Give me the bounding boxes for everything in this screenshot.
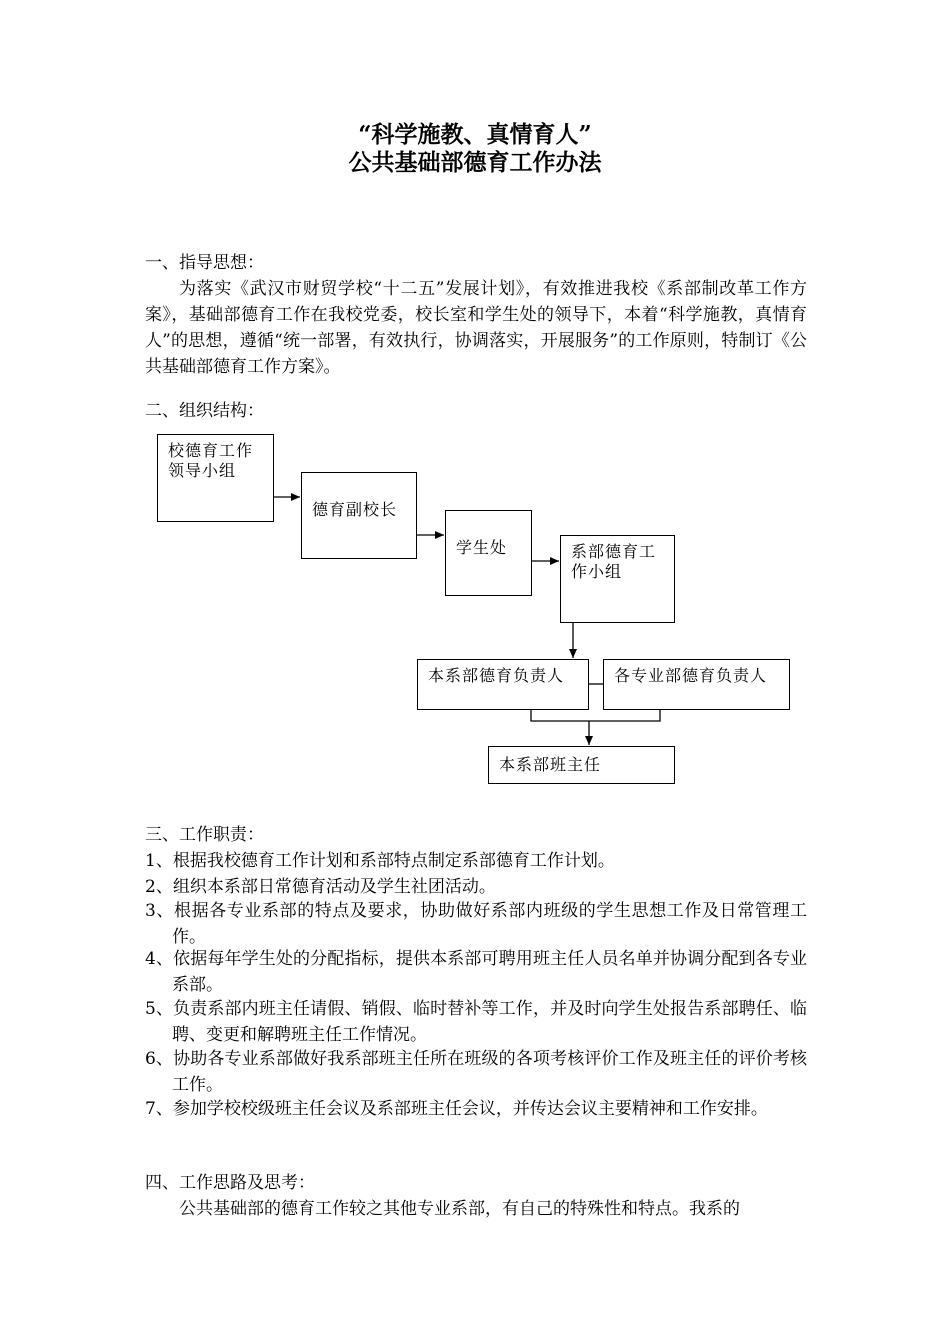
org-label-vice-principal: 德育副校长 <box>312 500 398 519</box>
line-leads-join <box>531 710 660 721</box>
section4-heading: 四、工作思路及思考： <box>145 1173 315 1193</box>
page-title-line2: 公共基础部德育工作办法 <box>348 149 602 176</box>
section2-heading: 二、组织结构： <box>145 401 264 421</box>
section3-heading: 三、工作职责： <box>145 825 264 845</box>
section1-heading: 一、指导思想： <box>145 253 264 273</box>
section4-body: 公共基础部的德育工作较之其他专业系部，有自己的特殊性和特点。我系的 <box>179 1199 740 1219</box>
org-label-student-affairs: 学生处 <box>456 538 508 557</box>
duty-item-5: 5、负责系部内班主任请假、销假、临时替补等工作，并及时向学生处报告系部聘任、临聘、变更和解聘班主任工作情况。 <box>145 999 807 1045</box>
duty-item-3: 3、根据各专业系部的特点及要求，协助做好系部内班级的学生思想工作及日常管理工作。 <box>145 901 807 947</box>
duty-item-4: 4、依据每年学生处的分配指标，提供本系部可聘用班主任人员名单并协调分配到各专业系部。 <box>145 949 807 995</box>
duty-item-1: 1、根据我校德育工作计划和系部特点制定系部德育工作计划。 <box>145 851 615 871</box>
duty-item-7: 7、参加学校校级班主任会议及系部班主任会议，并传达会议主要精神和工作安排。 <box>145 1099 768 1119</box>
duty-item-6: 6、协助各专业系部做好我系部班主任所在班级的各项考核评价工作及班主任的评价考核工作。 <box>145 1049 807 1095</box>
org-label-head-teachers: 本系部班主任 <box>499 755 602 774</box>
org-label-major-lead: 各专业部德育负责人 <box>614 666 768 685</box>
org-label-dept-lead: 本系部德育负责人 <box>428 666 565 685</box>
page-title-line1: “科学施教、真情育人” <box>358 121 592 148</box>
section1-body: 为落实《武汉市财贸学校“十二五”发展计划》，有效推进我校《系部制改革工作方案》，基础部德育工作在我校党委，校长室和学生处的领导下，本着“科学施教，真情育人”的思想，遵循“统一部署，有效执行，协调落实，开展服务”的工作原则，特制订《公共基础部德育工作方案》。 <box>145 279 807 377</box>
org-label-dept-group: 系部德育工作小组 <box>571 542 657 581</box>
duty-item-2: 2、组织本系部日常德育活动及学生社团活动。 <box>145 877 496 897</box>
org-label-leadership-group: 校德育工作领导小组 <box>168 441 254 480</box>
